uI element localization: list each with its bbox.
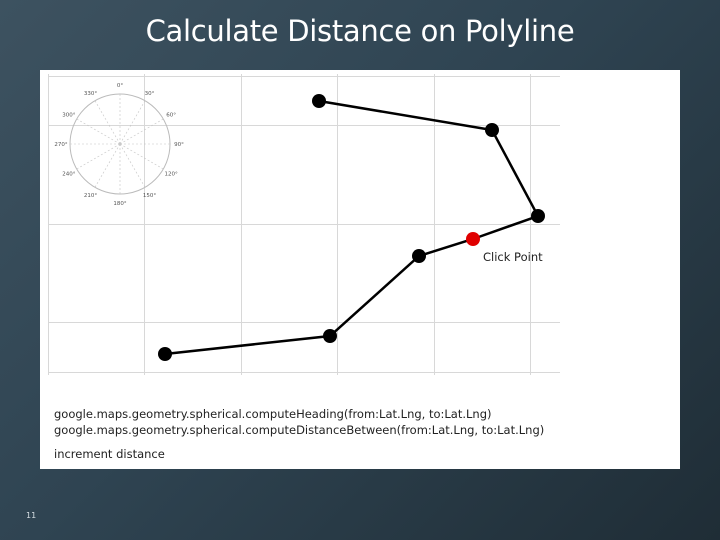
polyline-vertex[interactable] [412,249,426,263]
compute-distance-text: google.maps.geometry.spherical.computeDistanceBetween(from:Lat.Lng, to:Lat.Lng) [54,423,545,437]
compass-degree-label: 270° [54,142,68,148]
polyline-vertex[interactable] [158,347,172,361]
map-grid [48,74,560,375]
compass-spoke [95,144,120,187]
polyline-vertex[interactable] [531,209,545,223]
slide-title: Calculate Distance on Polyline [145,14,575,48]
compass-degree-label: 120° [164,171,178,178]
polyline-vertex[interactable] [312,94,326,108]
compass-degree-label: 210° [83,193,98,200]
compass-degree-label: 330° [83,90,98,97]
click-point-label: Click Point [483,250,543,264]
compass-degree-label: 150° [142,193,157,200]
increment-distance-text: increment distance [54,447,165,461]
map-diagram [48,74,560,375]
compass-degree-label: 240° [62,171,76,178]
content-panel [40,70,680,469]
polyline-vertex[interactable] [323,329,337,343]
compass-degree-label: 0° [116,83,124,89]
compass-degree-label: 180° [113,201,127,207]
compass-rose [54,83,184,207]
compass-degree-label: 30° [144,90,155,97]
compass-spoke [77,119,120,144]
compass-spoke [120,144,145,187]
compass-spoke [120,101,145,144]
compass-spoke [77,144,120,169]
compass-degree-label: 90° [174,142,184,148]
compass-degree-label: 60° [166,112,176,119]
slide-number: 11 [26,511,37,520]
compute-heading-text: google.maps.geometry.spherical.computeHeading(from:Lat.Lng, to:Lat.Lng) [54,407,492,421]
map-svg [48,74,560,375]
click-point[interactable] [466,232,480,246]
compass-spoke [120,119,163,144]
compass-spoke [95,101,120,144]
polyline-vertex[interactable] [485,123,499,137]
compass-spoke [120,144,163,169]
polyline-path [165,101,538,354]
compass-degree-label: 300° [62,112,76,119]
